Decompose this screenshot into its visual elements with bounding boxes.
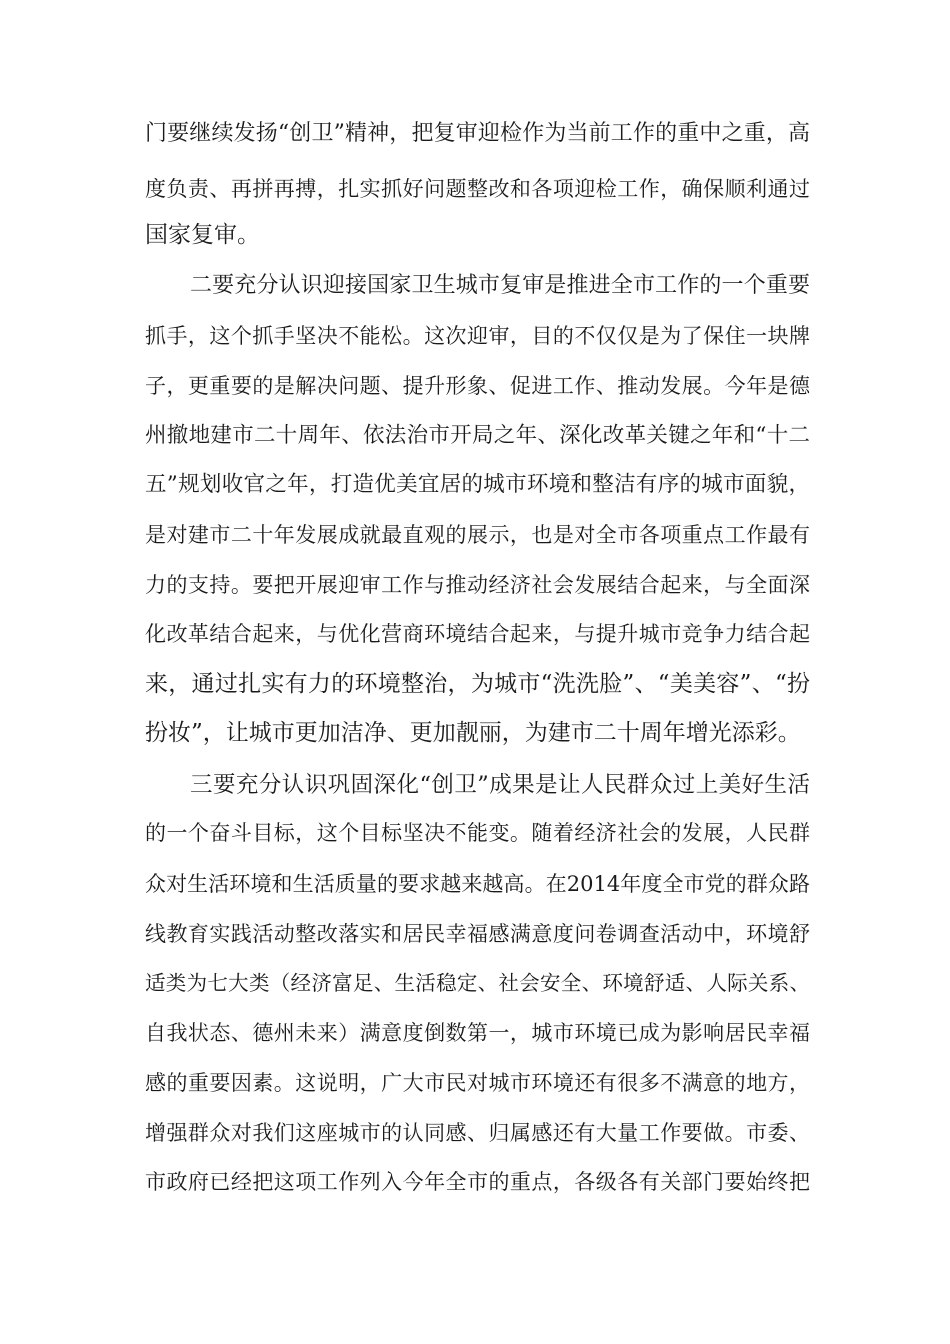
paragraph-1-line-3: 国家复审。	[145, 222, 260, 248]
paragraph-2-line-7: 力的支持。要把开展迎审工作与推动经济社会发展结合起来，与全面深	[145, 573, 810, 597]
paragraph-2-line-10: 扮妆”，让城市更加洁净、更加靓丽，为建市二十周年增光添彩。	[145, 720, 801, 746]
paragraph-2-line-3: 子，更重要的是解决问题、提升形象、促进工作、推动发展。今年是德	[145, 374, 810, 398]
paragraph-1-line-2: 度负责、再拼再搏，扎实抓好问题整改和各项迎检工作，确保顺利通过	[145, 177, 810, 201]
paragraph-2-line-5: 五”规划收官之年，打造优美宜居的城市环境和整洁有序的城市面貌，	[145, 472, 810, 497]
paragraph-2-line-8: 化改革结合起来，与优化营商环境结合起来，与提升城市竞争力结合起	[145, 622, 810, 646]
paragraph-3-line-4: 线教育实践活动整改落实和居民幸福感满意度问卷调查活动中，环境舒	[145, 922, 810, 946]
paragraph-3-line-7: 感的重要因素。这说明，广大市民对城市环境还有很多不满意的地方，	[145, 1071, 810, 1095]
paragraph-2-line-6: 是对建市二十年发展成就最直观的展示，也是对全市各项重点工作最有	[145, 523, 810, 547]
paragraph-3-line-2: 的一个奋斗目标，这个目标坚决不能变。随着经济社会的发展，人民群	[145, 821, 810, 845]
paragraph-3-line-6: 自我状态、德州未来）满意度倒数第一，城市环境已成为影响居民幸福	[145, 1021, 810, 1045]
paragraph-3-line-3: 众对生活环境和生活质量的要求越来越高。在2014年度全市党的群众路	[145, 872, 810, 896]
paragraph-2-line-9: 来，通过扎实有力的环境整治，为城市“洗洗脸”、“美美容”、“扮	[145, 671, 810, 697]
paragraph-3-line-9: 市政府已经把这项工作列入今年全市的重点，各级各有关部门要始终把	[145, 1170, 810, 1194]
paragraph-3-line-1: 三要充分认识巩固深化“创卫”成果是让人民群众过上美好生活	[190, 772, 810, 798]
paragraph-1-line-1: 门要继续发扬“创卫”精神，把复审迎检作为当前工作的重中之重，高	[145, 121, 810, 146]
paragraph-2-line-4: 州撤地建市二十周年、依法治市开局之年、深化改革关键之年和“十二	[145, 423, 810, 448]
paragraph-3-line-8: 增强群众对我们这座城市的认同感、归属感还有大量工作要做。市委、	[145, 1121, 810, 1145]
paragraph-2-line-2: 抓手，这个抓手坚决不能松。这次迎审，目的不仅仅是为了保住一块牌	[145, 324, 810, 348]
paragraph-2-line-1: 二要充分认识迎接国家卫生城市复审是推进全市工作的一个重要	[190, 273, 810, 298]
paragraph-3-line-5: 适类为七大类（经济富足、生活稳定、社会安全、环境舒适、人际关系、	[145, 971, 810, 995]
